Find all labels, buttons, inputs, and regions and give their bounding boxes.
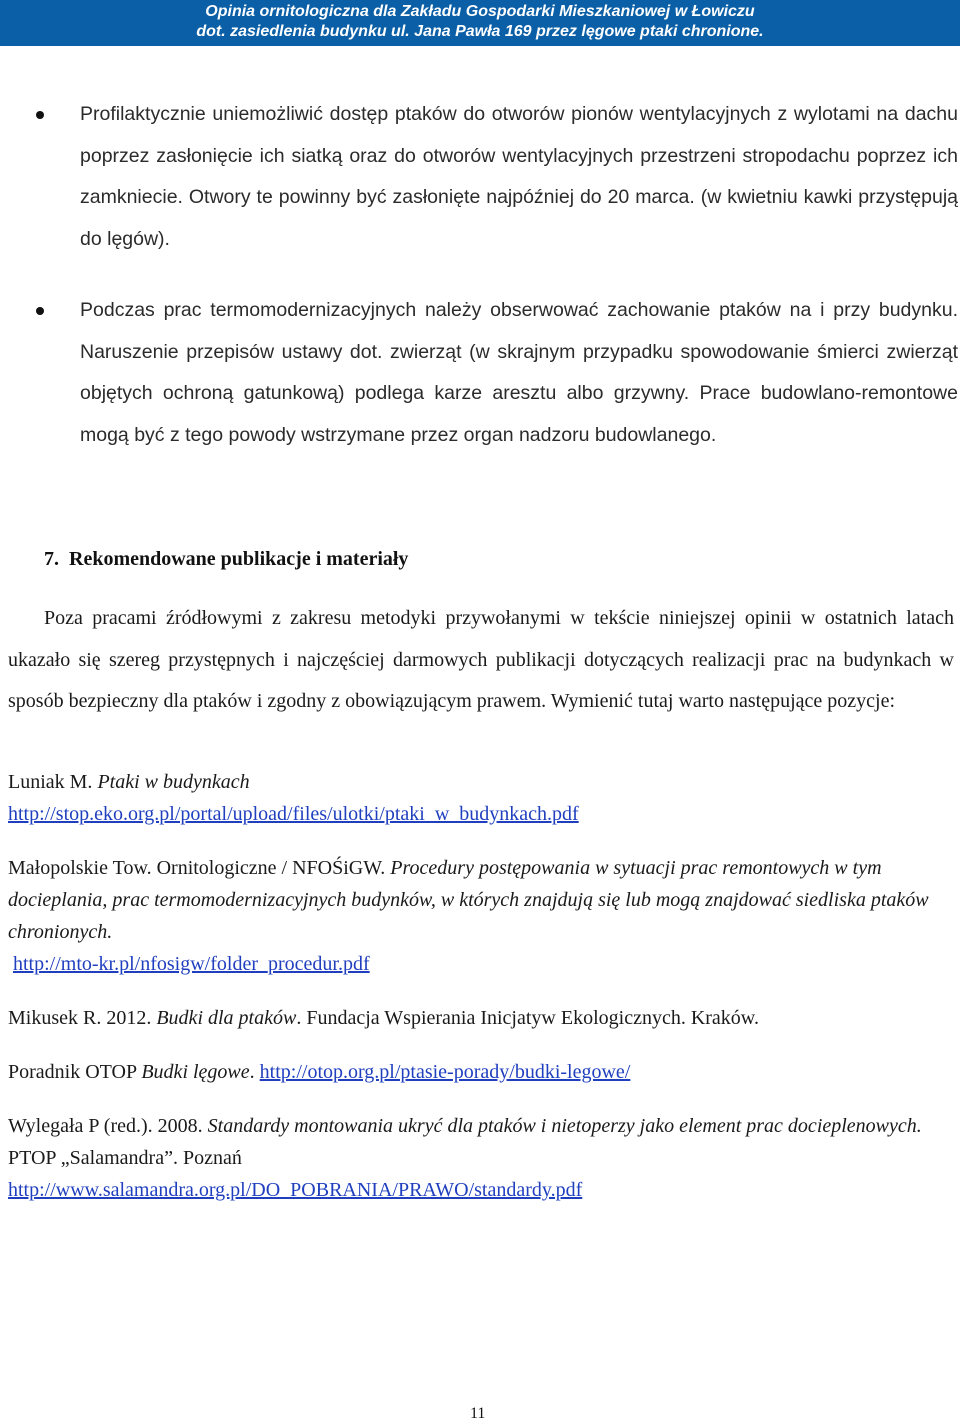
bullet-dot-icon [36, 307, 44, 315]
header-line-1: Opinia ornitologiczna dla Zakładu Gospodarki Mieszkaniowej w Łowiczu [205, 3, 755, 20]
intro-paragraph: Poza pracami źródłowymi z zakresu metodyki przywołanymi w tekście niniejszej opinii w ostatnich latach ukazało się szereg przystępnych i najczęściej darmowych publikacji dotyczących realizacji prac na budynkach w sposób bezpieczny dla ptaków i zgodny z obowiązującym prawem. Wymienić tutaj warto następujące pozycje: [8, 607, 954, 712]
reference-link[interactable]: http://www.salamandra.org.pl/DO_POBRANIA/PRAWO/standardy.pdf [8, 1179, 583, 1201]
reference-author: Poradnik OTOP [8, 1061, 142, 1083]
bullet-dot-icon [36, 111, 44, 119]
reference-link[interactable]: http://mto-kr.pl/nfosigw/folder_procedur.pdf [13, 953, 370, 975]
reference-separator: . [249, 1061, 260, 1083]
reference-title: Procedury postępowania w sytuacji prac remontowych w tym docieplania, prac termomodernizacyjnych budynków, w których znajdują się lub mogą znajdować siedliska ptaków chronionych. [8, 857, 929, 943]
reference-publisher: . Fundacja Wspierania Inicjatyw Ekologicznych. Kraków. [296, 1007, 759, 1029]
reference-title: Standardy montowania ukryć dla ptaków i nietoperzy jako element prac docieplenowych. [207, 1115, 922, 1137]
reference-link[interactable]: http://stop.eko.org.pl/portal/upload/files/ulotki/ptaki_w_budynkach.pdf [8, 803, 579, 825]
bullet-text: Podczas prac termomodernizacyjnych należy obserwować zachowanie ptaków na i przy budynku. Naruszenie przepisów ustawy dot. zwierząt (w skrajnym przypadku spowodowanie śmierci zwierząt objętych ochroną gatunkową) podlega karze aresztu albo grzywny. Prace budowlano-remontowe mogą być z tego powody wstrzymane przez organ nadzoru budowlanego. [80, 299, 958, 446]
bullet-text: Profilaktycznie uniemożliwić dostęp ptaków do otworów pionów wentylacyjnych z wylotami na dachu poprzez zasłonięcie ich siatką oraz do otworów wentylacyjnych przestrzeni stropodachu poprzez ich zamkniecie. Otwory te powinny być zasłonięte najpóźniej do 20 marca. (w kwietniu kawki przystępują do lęgów). [80, 103, 958, 250]
section-heading [44, 548, 408, 571]
section-title: Rekomendowane publikacje i materiały [69, 548, 409, 570]
bullet-list [30, 94, 958, 486]
reference-author: Wylegała P (red.). 2008. [8, 1115, 208, 1137]
header-line-2: dot. zasiedlenia budynku ul. Jana Pawła 169 przez lęgowe ptaki chronione. [196, 23, 764, 40]
reference-title: Budki dla ptaków [156, 1007, 297, 1029]
reference-link[interactable]: http://otop.org.pl/ptasie-porady/budki-legowe/ [259, 1061, 631, 1083]
reference-item [8, 1002, 956, 1034]
reference-item [8, 1110, 956, 1206]
reference-author: Małopolskie Tow. Ornitologiczne / NFOŚiGW. [8, 857, 391, 879]
bullet-item [30, 290, 958, 456]
reference-item [8, 1056, 956, 1088]
section-number: 7. [44, 548, 59, 570]
page-number: 11 [470, 1405, 486, 1422]
reference-item [8, 852, 956, 980]
reference-title: Ptaki w budynkach [97, 771, 250, 793]
reference-item [8, 766, 956, 830]
bullet-item [30, 94, 958, 260]
reference-author: Mikusek R. 2012. [8, 1007, 157, 1029]
reference-author: Luniak M. [8, 771, 98, 793]
reference-title: Budki lęgowe [141, 1061, 250, 1083]
reference-list [8, 766, 956, 1228]
document-header [0, 0, 960, 46]
reference-publisher: PTOP „Salamandra”. Poznań [8, 1147, 242, 1169]
